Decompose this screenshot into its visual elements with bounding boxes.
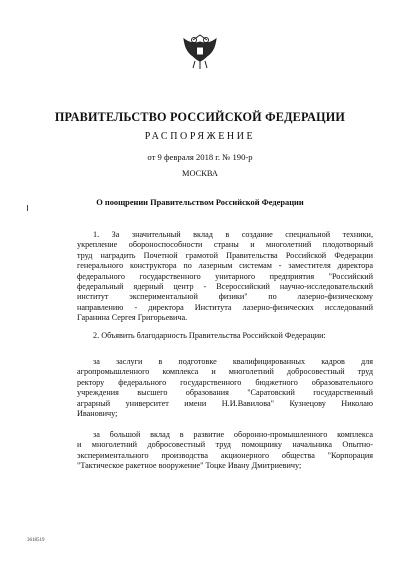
text-line: учреждения высшего образования "Саратовский государственный <box>77 388 373 398</box>
paragraph-4 <box>77 430 373 472</box>
paragraph-1 <box>77 230 373 324</box>
text-line: федеральный ядерный центр - Всероссийский научно-исследовательский <box>77 281 373 291</box>
city-name: МОСКВА <box>182 169 218 178</box>
text-line: ректору федерального государственного бюджетного образовательного <box>77 377 373 387</box>
text-line: 2. Объявить благодарность Правительства Российской Федерации: <box>93 331 326 340</box>
government-title: ПРАВИТЕЛЬСТВО РОССИЙСКОЙ ФЕДЕРАЦИИ <box>54 110 346 124</box>
text-line: и многолетний добросовестный труд помощнику начальника Опытно- <box>77 440 373 450</box>
text-line: за заслуги в подготовке квалифицированных кадров для <box>93 357 373 366</box>
paragraph-2 <box>77 331 373 341</box>
text-line: экспериментального производства акционерного общества "Корпорация <box>77 450 373 460</box>
text-line: направлению - директора Института лазерно-физических исследований <box>77 302 373 312</box>
text-line: за большой вклад в развитие оборонно-промышленного комплекса <box>93 430 373 439</box>
paragraph-3 <box>77 357 373 419</box>
text-line: аграрный университет имени Н.И.Вавилова" Кузнецову Николаю <box>77 398 373 408</box>
document-type: РАСПОРЯЖЕНИЕ <box>144 131 256 142</box>
text-line: Ивановичу; <box>77 408 118 418</box>
text-line: Гаранина Сергея Григорьевича. <box>77 313 188 323</box>
document-subject: О поощрении Правительством Российской Федерации <box>96 198 304 207</box>
text-line: институт экспериментальной физики" по лазерно-физическому <box>77 292 373 302</box>
text-line: агропромышленного комплекса и многолетний добросовестный труд <box>77 367 373 377</box>
text-line: труд наградить Почетной грамотой Правительства Российской Федерации <box>77 250 373 260</box>
text-line: "Тактическое ракетное вооружение" Тоцке Ивану Дмитриевичу; <box>77 461 302 471</box>
document-code: 3618519 <box>27 538 45 543</box>
text-line: укрепление обороноспособности страны и многолетний плодотворный <box>77 240 373 250</box>
text-line: 1. За значительный вклад в создание специальной техники, <box>93 230 373 239</box>
coat-of-arms-icon <box>179 30 221 72</box>
text-line: федерального государственного унитарного предприятия "Российский <box>77 271 373 281</box>
text-line: генерального конструктора по лазерным системам - заместителя директора <box>77 261 373 271</box>
date-and-number: от 9 февраля 2018 г. № 190-р <box>147 152 253 162</box>
